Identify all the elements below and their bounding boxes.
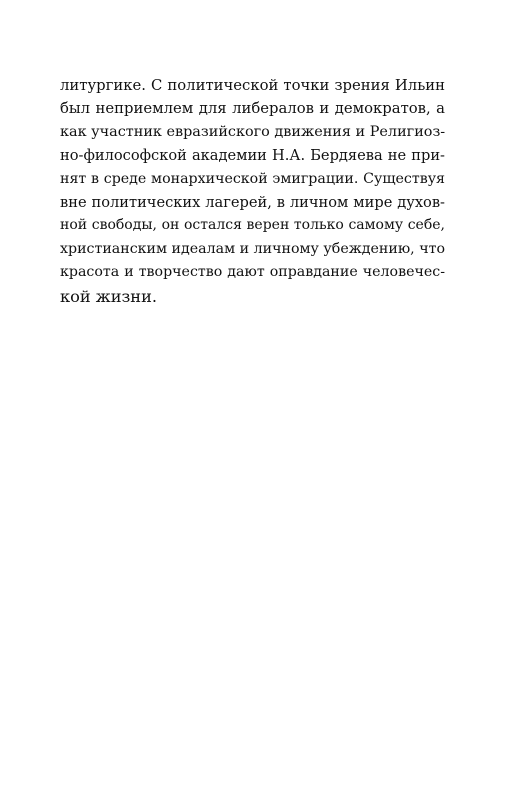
text-line: нят в среде монархической эмиграции. Существуя (60, 170, 445, 187)
text-line-last: кой жизни. (60, 286, 158, 306)
text-line: ной свободы, он остался верен только самому себе, (60, 217, 445, 234)
text-line: вне политических лагерей, в личном мире духов- (60, 193, 445, 211)
text-line: христианским идеалам и личному убеждению, что (60, 240, 445, 257)
text-line: красота и творчество дают оправдание человечес- (60, 264, 445, 281)
text-line: как участник евразийского движения и Религиоз- (60, 123, 445, 140)
text-line: был неприемлем для либералов и демократов, а (60, 100, 445, 118)
text-line: литургике. С политической точки зрения Ильин (60, 77, 445, 94)
text-line: но-философской академии Н.А. Бердяева не при- (60, 147, 445, 165)
body-paragraph (60, 74, 445, 308)
